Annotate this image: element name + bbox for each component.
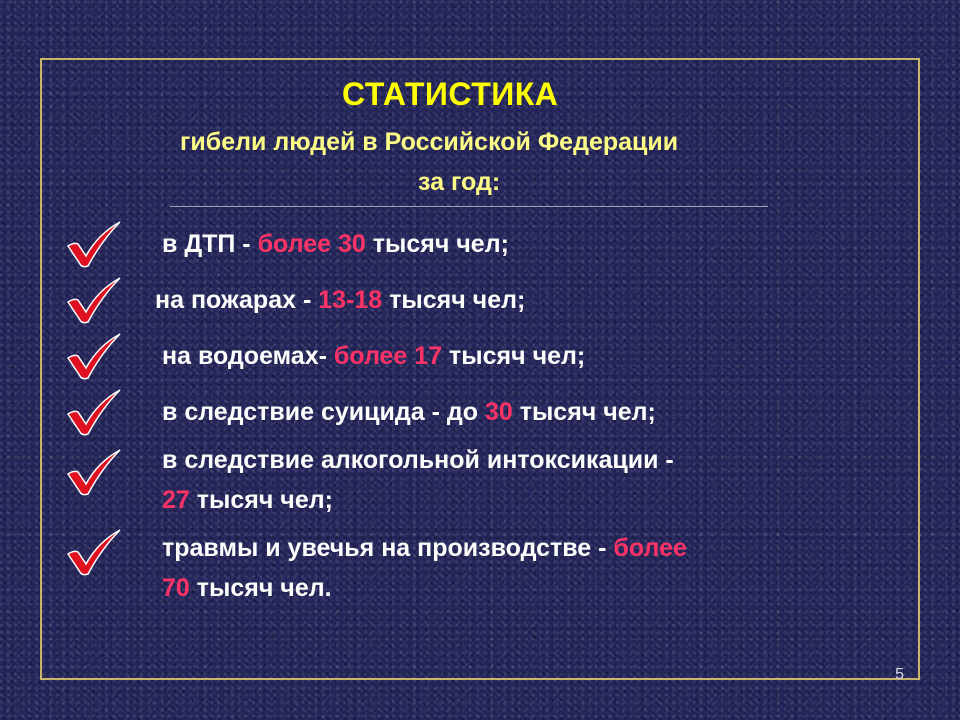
checkmark-icon	[64, 388, 124, 436]
subtitle-line-1: гибели людей в Российской Федерации	[180, 128, 679, 156]
item-text: в ДТП -	[162, 230, 258, 258]
item-text: тысяч чел;	[512, 398, 656, 426]
item-highlight: более 17	[333, 342, 443, 370]
item-text: тысяч чел;	[442, 342, 586, 370]
item-text: тысяч чел;	[189, 486, 333, 514]
list-item	[162, 224, 509, 264]
list-item	[155, 280, 525, 320]
divider	[170, 206, 768, 207]
slide-subtitle	[180, 122, 820, 202]
checkmark-icon	[64, 332, 124, 380]
item-highlight: 13-18	[318, 286, 383, 314]
item-text: в следствие алкогольной интоксикации -	[162, 446, 674, 474]
slide-title: СТАТИСТИКА	[342, 76, 559, 112]
item-text: тысяч чел;	[365, 230, 509, 258]
item-text: на водоемах-	[162, 342, 334, 370]
checkmark-icon	[64, 276, 124, 324]
item-text: в следствие суицида - до	[162, 398, 485, 426]
item-highlight: 70	[162, 574, 190, 602]
list-item	[162, 440, 674, 520]
item-highlight: 27	[162, 486, 190, 514]
item-text: тысяч чел;	[382, 286, 526, 314]
checkmark-icon	[64, 528, 124, 576]
item-highlight: 30	[484, 398, 513, 426]
checkmark-icon	[64, 220, 124, 268]
checkmark-icon	[64, 448, 124, 496]
item-highlight: более 30	[257, 230, 366, 258]
list-item	[162, 392, 656, 432]
item-text: травмы и увечья на производстве -	[162, 534, 614, 562]
subtitle-line-2: за год:	[418, 168, 501, 196]
item-text: на пожарах -	[155, 286, 319, 314]
item-highlight: более	[613, 534, 687, 562]
list-item	[162, 528, 687, 608]
item-text: тысяч чел.	[189, 574, 332, 602]
list-item	[162, 336, 585, 376]
page-number: 5	[895, 666, 904, 683]
